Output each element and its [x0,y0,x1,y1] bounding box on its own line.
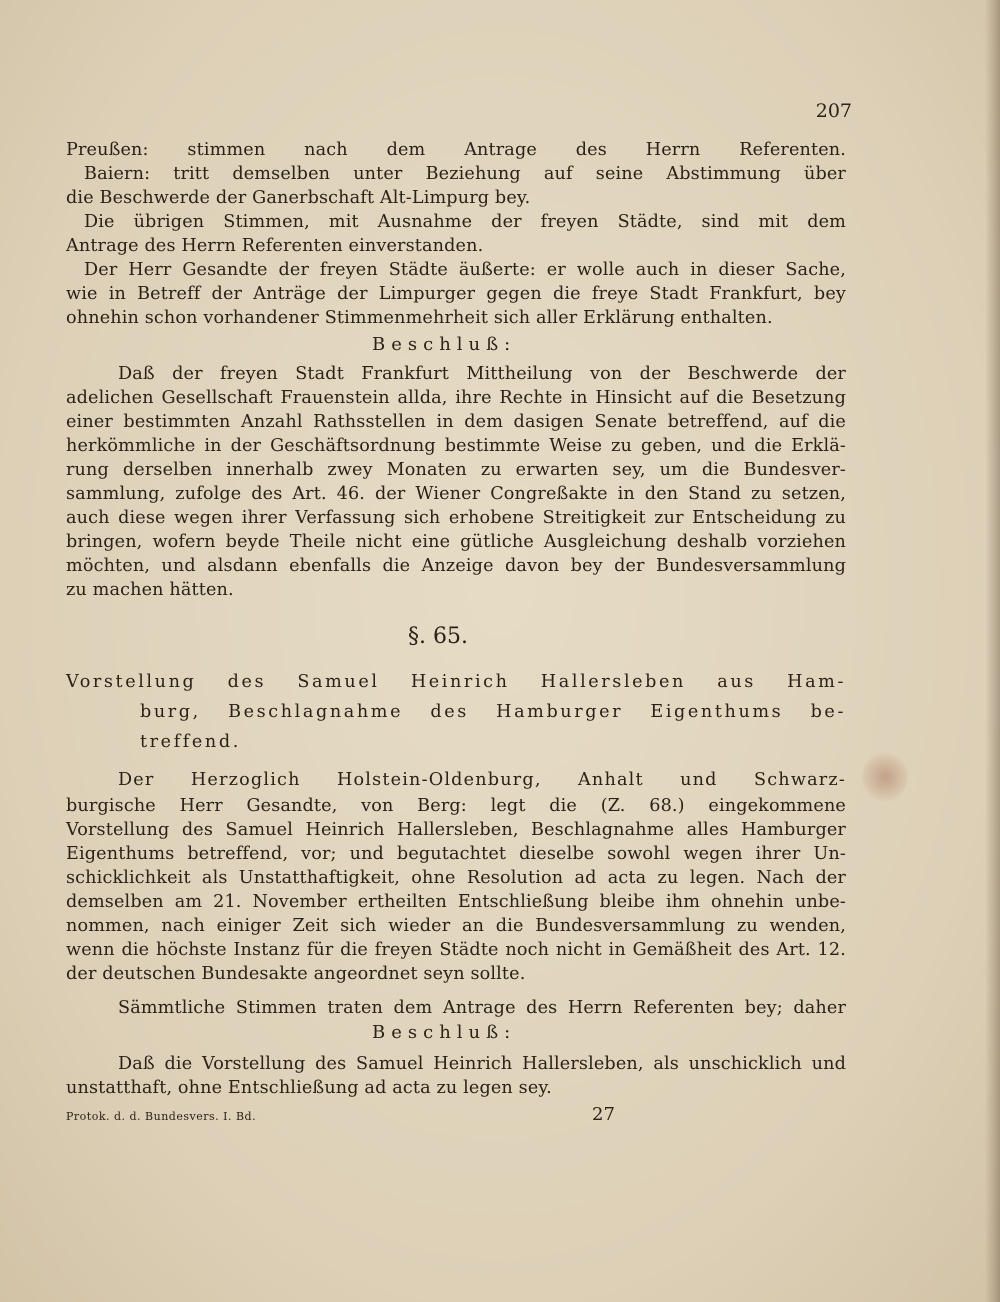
page-edge-shadow [985,0,1000,1302]
text-line: herkömmliche in der Geschäftsordnung bestimmte Weise zu geben, und die Erklä- [66,436,846,456]
section-number: §. 65. [408,624,468,649]
text-line: Baiern: tritt demselben unter Beziehung auf seine Abstimmung über [84,164,846,184]
text-line: bringen, wofern beyde Theile nicht eine gütliche Ausgleichung deshalb vorziehen [66,532,846,552]
text-line: Der Herzoglich Holstein-Oldenburg, Anhalt und Schwarz- [118,770,846,790]
section-title-line: burg, Beschlagnahme des Hamburger Eigenthums be- [140,702,846,722]
section-title-line: Vorstellung des Samuel Heinrich Hallersleben aus Ham- [66,672,846,692]
text-line: schicklichkeit als Unstatthaftigkeit, ohne Resolution ad acta zu legen. Nach der [66,868,846,888]
text-line: Der Herr Gesandte der freyen Städte äußerte: er wolle auch in dieser Sache, [84,260,846,280]
footer-note: Protok. d. d. Bundesvers. I. Bd. [66,1110,257,1123]
text-line: der deutschen Bundesakte angeordnet seyn sollte. [66,964,526,984]
beschluss-heading-1: Beschluß: [372,334,517,355]
text-line: Antrage des Herrn Referenten einverstanden. [66,236,484,256]
text-line: Daß die Vorstellung des Samuel Heinrich Hallersleben, als unschicklich und [118,1054,846,1074]
text-line: einer bestimmten Anzahl Rathsstellen in dem dasigen Senate betreffend, auf die [66,412,846,432]
text-line: auch diese wegen ihrer Verfassung sich erhobene Streitigkeit zur Entscheidung zu [66,508,846,528]
text-line: Preußen: stimmen nach dem Antrage des Herrn Referenten. [66,140,846,160]
text-line: ohnehin schon vorhandener Stimmenmehrheit sich aller Erklärung enthalten. [66,308,773,328]
text-line: die Beschwerde der Ganerbschaft Alt-Limpurg bey. [66,188,531,208]
text-line: sammlung, zufolge des Art. 46. der Wiener Congreßakte in den Stand zu setzen, [66,484,846,504]
text-line: Vorstellung des Samuel Heinrich Hallersleben, Beschlagnahme alles Hamburger [66,820,846,840]
text-line: Eigenthums betreffend, vor; und begutachtet dieselbe sowohl wegen ihrer Un- [66,844,846,864]
stain-mark [862,752,908,802]
beschluss-heading-2: Beschluß: [372,1022,517,1043]
text-line: Daß der freyen Stadt Frankfurt Mittheilung von der Beschwerde der [118,364,846,384]
text-line: nommen, nach einiger Zeit sich wieder an die Bundesversammlung zu wenden, [66,916,846,936]
text-line: rung derselben innerhalb zwey Monaten zu erwarten sey, um die Bundesver- [66,460,846,480]
page-number: 207 [815,100,852,122]
text-line: möchten, und alsdann ebenfalls die Anzeige davon bey der Bundesversammlung [66,556,846,576]
text-line: burgische Herr Gesandte, von Berg: legt die (Z. 68.) eingekommene [66,796,846,816]
text-line: Sämmtliche Stimmen traten dem Antrage des Herrn Referenten bey; daher [118,998,846,1018]
text-line: adelichen Gesellschaft Frauenstein allda, ihre Rechte in Hinsicht auf die Besetzung [66,388,846,408]
signature-mark: 27 [592,1104,615,1125]
section-title-line: treffend. [140,732,241,752]
text-line: zu machen hätten. [66,580,234,600]
text-line: wie in Betreff der Anträge der Limpurger gegen die freye Stadt Frankfurt, bey [66,284,846,304]
text-line: unstatthaft, ohne Entschließung ad acta zu legen sey. [66,1078,552,1098]
text-line: Die übrigen Stimmen, mit Ausnahme der freyen Städte, sind mit dem [84,212,846,232]
text-line: wenn die höchste Instanz für die freyen Städte noch nicht in Gemäßheit des Art. 12. [66,940,846,960]
text-line: demselben am 21. November ertheilten Entschließung bleibe ihm ohnehin unbe- [66,892,846,912]
